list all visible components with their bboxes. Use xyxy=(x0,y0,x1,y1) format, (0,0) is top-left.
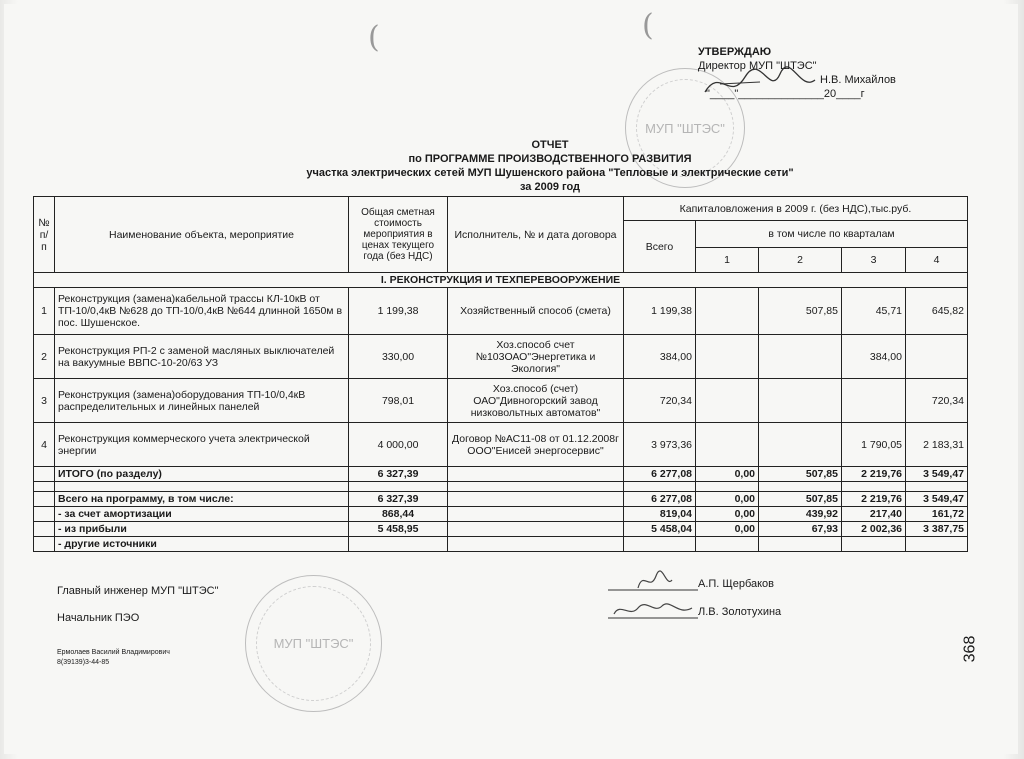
row-cost: 1 199,38 xyxy=(349,288,448,335)
row-cost: 798,01 xyxy=(349,379,448,423)
table-row xyxy=(34,423,968,467)
header-capex: Капиталовложения в 2009 г. (без НДС),тыс.руб. xyxy=(624,197,968,221)
total-q1: 0,00 xyxy=(696,492,759,507)
total-q3: 2 002,36 xyxy=(842,522,906,537)
total-row xyxy=(34,507,968,522)
row-num: 3 xyxy=(34,379,55,423)
total-label: - другие источники xyxy=(55,537,349,552)
total-cost: 5 458,95 xyxy=(349,522,448,537)
row-q3: 384,00 xyxy=(842,335,906,379)
row-cost: 4 000,00 xyxy=(349,423,448,467)
director-signature xyxy=(700,62,820,104)
preparer-name: Ермолаев Василий Владимирович xyxy=(57,649,170,656)
total-q1 xyxy=(696,537,759,552)
total-cost: 6 327,39 xyxy=(349,492,448,507)
row-q2 xyxy=(759,379,842,423)
approval-name: Н.В. Михайлов xyxy=(820,74,896,86)
subtotal-q1: 0,00 xyxy=(696,467,759,482)
total-q2: 507,85 xyxy=(759,492,842,507)
total-row xyxy=(34,522,968,537)
subtotal-q3: 2 219,76 xyxy=(842,467,906,482)
page-number: 368 xyxy=(961,635,979,663)
total-q4 xyxy=(906,537,968,552)
header-num: № п/п xyxy=(34,197,55,273)
row-q4 xyxy=(906,335,968,379)
total-q3: 217,40 xyxy=(842,507,906,522)
subtotal-total: 6 277,08 xyxy=(624,467,696,482)
total-total: 819,04 xyxy=(624,507,696,522)
total-q2 xyxy=(759,537,842,552)
row-name: Реконструкция (замена)кабельной трассы КЛ-10кВ от ТП-10/0,4кВ №628 до ТП-10/0,4кВ №644 длинной 1650м в пос. Шушенское. xyxy=(55,288,349,335)
subtotal-cost: 6 327,39 xyxy=(349,467,448,482)
section-title: I. РЕКОНСТРУКЦИЯ И ТЕХПЕРЕВООРУЖЕНИЕ xyxy=(34,273,968,288)
row-q2 xyxy=(759,423,842,467)
row-total: 1 199,38 xyxy=(624,288,696,335)
total-q2: 439,92 xyxy=(759,507,842,522)
row-name: Реконструкция (замена)оборудования ТП-10/0,4кВ распределительных и линейных панелей xyxy=(55,379,349,423)
chief-engineer-name: А.П. Щербаков xyxy=(698,578,775,590)
row-num: 1 xyxy=(34,288,55,335)
title-line-1: ОТЧЕТ xyxy=(531,139,569,151)
row-q4: 645,82 xyxy=(906,288,968,335)
row-executor: Хоз.способ (счет) ОАО"Дивногорский завод низковольтных автоматов" xyxy=(448,379,624,423)
total-total: 6 277,08 xyxy=(624,492,696,507)
header-name: Наименование объекта, мероприятие xyxy=(55,197,349,273)
row-q3: 45,71 xyxy=(842,288,906,335)
row-total: 384,00 xyxy=(624,335,696,379)
title-line-3: участка электрических сетей МУП Шушенского района "Тепловые и электрические сети" xyxy=(306,167,794,179)
total-label: - за счет амортизации xyxy=(55,507,349,522)
row-name: Реконструкция коммерческого учета электрической энергии xyxy=(55,423,349,467)
peo-name: Л.В. Золотухина xyxy=(698,606,782,618)
row-q4: 2 183,31 xyxy=(906,423,968,467)
header-q4: 4 xyxy=(906,248,968,273)
total-q1: 0,00 xyxy=(696,507,759,522)
total-cost: 868,44 xyxy=(349,507,448,522)
total-label: Всего на программу, в том числе: xyxy=(55,492,349,507)
row-executor: Хоз.способ счет №103ОАО"Энергетика и Экология" xyxy=(448,335,624,379)
report-table xyxy=(33,196,968,552)
title-line-2: по ПРОГРАММЕ ПРОИЗВОДСТВЕННОГО РАЗВИТИЯ xyxy=(408,153,692,165)
total-q1: 0,00 xyxy=(696,522,759,537)
row-q2 xyxy=(759,335,842,379)
row-total: 3 973,36 xyxy=(624,423,696,467)
table-row xyxy=(34,335,968,379)
row-executor: Хозяйственный способ (смета) xyxy=(448,288,624,335)
total-q4: 3 549,47 xyxy=(906,492,968,507)
row-q1 xyxy=(696,335,759,379)
chief-engineer-signature xyxy=(608,568,698,596)
table-row xyxy=(34,288,968,335)
punch-hole-mark: ( xyxy=(642,8,654,43)
preparer-phone: 8(39139)3-44-85 xyxy=(57,659,110,666)
title-line-4: за 2009 год xyxy=(519,181,581,193)
total-q2: 67,93 xyxy=(759,522,842,537)
header-q2: 2 xyxy=(759,248,842,273)
total-row xyxy=(34,537,968,552)
row-q4: 720,34 xyxy=(906,379,968,423)
table-row xyxy=(34,379,968,423)
total-label: - из прибыли xyxy=(55,522,349,537)
row-cost: 330,00 xyxy=(349,335,448,379)
row-q3: 1 790,05 xyxy=(842,423,906,467)
row-q2: 507,85 xyxy=(759,288,842,335)
header-quarters: в том числе по кварталам xyxy=(696,221,968,248)
header-total: Всего xyxy=(624,221,696,273)
total-q4: 161,72 xyxy=(906,507,968,522)
header-q1: 1 xyxy=(696,248,759,273)
total-q3: 2 219,76 xyxy=(842,492,906,507)
header-executor: Исполнитель, № и дата договора xyxy=(448,197,624,273)
approval-label: УТВЕРЖДАЮ xyxy=(698,46,772,58)
punch-hole-mark: ( xyxy=(368,20,380,55)
peo-signature xyxy=(608,596,698,624)
total-cost xyxy=(349,537,448,552)
header-cost: Общая сметная стоимость мероприятия в ценах текущего года (без НДС) xyxy=(349,197,448,273)
subtotal-row xyxy=(34,467,968,482)
chief-engineer-title: Главный инженер МУП "ШТЭС" xyxy=(57,585,219,597)
stamp-text: МУП "ШТЭС" xyxy=(645,120,725,136)
header-q3: 3 xyxy=(842,248,906,273)
row-q1 xyxy=(696,423,759,467)
total-q4: 3 387,75 xyxy=(906,522,968,537)
subtotal-q2: 507,85 xyxy=(759,467,842,482)
peo-title: Начальник ПЭО xyxy=(57,612,140,624)
row-executor: Договор №АС11-08 от 01.12.2008г ООО"Енисей энергосервис" xyxy=(448,423,624,467)
row-total: 720,34 xyxy=(624,379,696,423)
total-total xyxy=(624,537,696,552)
total-row xyxy=(34,492,968,507)
report-title xyxy=(270,138,830,194)
subtotal-label: ИТОГО (по разделу) xyxy=(55,467,349,482)
total-q3 xyxy=(842,537,906,552)
row-num: 2 xyxy=(34,335,55,379)
official-stamp-bottom xyxy=(245,575,382,712)
total-total: 5 458,04 xyxy=(624,522,696,537)
stamp-text: МУП "ШТЭС" xyxy=(273,636,354,651)
row-num: 4 xyxy=(34,423,55,467)
approval-date-line: "____"______________20____г xyxy=(706,88,865,100)
approval-position: Директор МУП "ШТЭС" xyxy=(698,60,817,72)
row-q3 xyxy=(842,379,906,423)
row-q1 xyxy=(696,379,759,423)
row-name: Реконструкция РП-2 с заменой масляных выключателей на вакуумные ВВПС-10-20/63 УЗ xyxy=(55,335,349,379)
row-q1 xyxy=(696,288,759,335)
subtotal-q4: 3 549,47 xyxy=(906,467,968,482)
